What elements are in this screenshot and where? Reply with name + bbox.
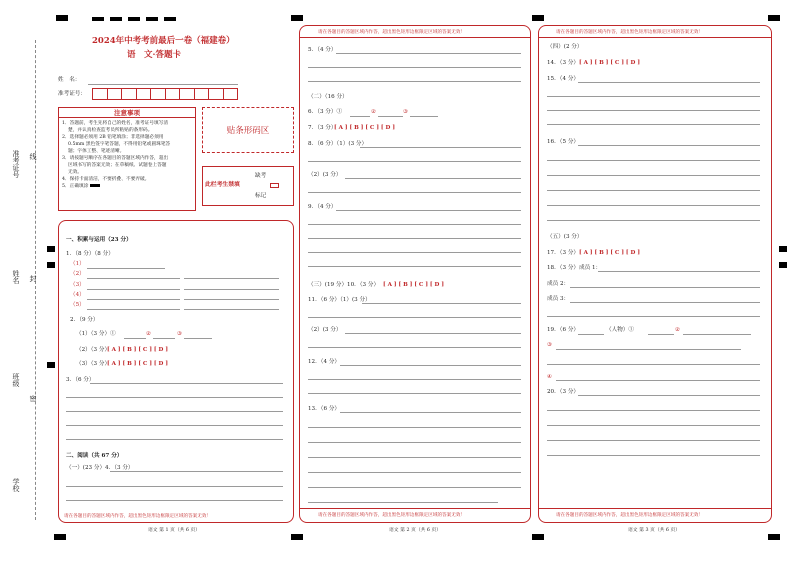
timing-mark — [128, 17, 140, 21]
q1-item: （3） — [70, 282, 85, 288]
warning-divider — [539, 508, 771, 509]
q20-line[interactable] — [547, 425, 760, 426]
q7-label: 7．（3 分） — [308, 125, 337, 131]
timing-mark — [110, 17, 122, 21]
answer-box-3 — [538, 25, 772, 523]
notice-box — [58, 107, 196, 211]
warning-text: 请在各题目的答题区域内作答，超出黑色矩形边框限定区域的答案无效！ — [556, 513, 704, 518]
q1-line[interactable] — [87, 309, 180, 310]
q20-line[interactable] — [547, 455, 760, 456]
q1-item: （5） — [70, 302, 85, 308]
q2-3-label: （3）（3 分） — [76, 361, 111, 367]
warning-text: 请在各题目的答题区域内作答，超出黑色矩形边框限定区域的答案无效！ — [318, 30, 466, 35]
section-2-heading: 二、阅读（共 67 分） — [66, 453, 123, 459]
q4-line[interactable] — [110, 471, 283, 472]
q20-line[interactable] — [578, 395, 760, 396]
barcode-label: 贴条形码区 — [226, 126, 270, 136]
side-mark — [779, 262, 787, 268]
name-label: 姓 名： — [58, 77, 81, 83]
q20-line[interactable] — [547, 410, 760, 411]
q6-marker-2: ② — [371, 109, 377, 115]
q6-blank[interactable] — [378, 116, 403, 117]
answer-box-1 — [58, 220, 294, 523]
side-secret-label: 密 — [29, 395, 37, 402]
q8-label: 8．（6 分）（1）(3 分） — [308, 141, 368, 147]
q12-line[interactable] — [340, 365, 521, 366]
q11-line[interactable] — [345, 333, 521, 334]
q11-2-label: （2）(3 分） — [308, 327, 342, 333]
warning-text: 请在各题目的答题区域内作答，超出黑色矩形边框限定区域的答案无效！ — [556, 30, 704, 35]
q1-line[interactable] — [184, 278, 279, 279]
side-ticket-label: 准考证号 — [12, 150, 20, 178]
q19-blank[interactable] — [578, 334, 604, 335]
q2-1-marker-2: ② — [146, 331, 152, 337]
timing-mark — [291, 15, 303, 21]
part-5-label: （五）(3 分） — [547, 234, 583, 240]
q3-line[interactable] — [90, 383, 283, 384]
page-footer: 语文 第 1 页（共 6 页） — [148, 528, 201, 533]
q9-line[interactable] — [308, 224, 521, 225]
q7-choices[interactable]: [ A ] [ B ] [ C ] [ D ] — [334, 125, 395, 131]
q9-line[interactable] — [308, 266, 521, 267]
q14-choices[interactable]: [ A ] [ B ] [ C ] [ D ] — [579, 60, 640, 66]
q9-line[interactable] — [308, 252, 521, 253]
q2-1-label — [76, 331, 116, 338]
q19-line[interactable] — [556, 349, 741, 350]
q2-label: 2．（9 分） — [70, 317, 99, 323]
q2-2-choices[interactable]: [ A ] [ B ] [ C ] [ D ] — [107, 347, 168, 353]
q18-line[interactable] — [570, 287, 760, 288]
q8-line[interactable] — [308, 161, 521, 162]
exam-no-label: 准考证号： — [58, 91, 86, 97]
q10-choices[interactable]: [ A ] [ B ] [ C ] [ D ] — [383, 282, 444, 288]
q16-line[interactable] — [547, 205, 760, 206]
side-school-label: 学校 — [12, 478, 20, 492]
notice-item: 3．请按题号顺序在各题目的答题区域内作答，超出 — [62, 156, 169, 161]
q16-line[interactable] — [578, 145, 760, 146]
q2-1-blank[interactable] — [153, 338, 175, 339]
q13-line[interactable] — [308, 457, 521, 458]
q15-label: 15．（4 分） — [547, 76, 580, 82]
section-1-heading: 一、积累与运用（23 分） — [66, 237, 132, 243]
q15-line[interactable] — [547, 96, 760, 97]
q15-line[interactable] — [547, 110, 760, 111]
q1-line[interactable] — [87, 299, 180, 300]
side-mark — [47, 246, 55, 252]
q11-line[interactable] — [362, 303, 521, 304]
timing-mark — [54, 534, 66, 540]
q2-1-blank[interactable] — [124, 338, 146, 339]
q1-line[interactable] — [87, 278, 180, 279]
notice-title: 注意事项 — [59, 108, 195, 118]
q3-line[interactable] — [66, 439, 283, 440]
q19-label: 19．（6 分） — [547, 327, 580, 333]
q5-label: 5．（4 分） — [308, 47, 337, 53]
q12-label: 12．（4 分） — [308, 359, 341, 365]
q2-3-choices[interactable]: [ A ] [ B ] [ C ] [ D ] — [107, 361, 168, 367]
page-title: 2024年中考考前最后一卷（福建卷） — [92, 36, 235, 46]
q8-line[interactable] — [345, 178, 521, 179]
q13-line[interactable] — [308, 487, 521, 488]
timing-mark — [532, 15, 544, 21]
q1-line[interactable] — [184, 299, 279, 300]
reading-1-label: （一）(23 分）4．（3 分） — [66, 465, 134, 471]
timing-mark — [92, 17, 104, 21]
side-mark — [779, 246, 787, 252]
q12-line[interactable] — [308, 379, 521, 380]
q18-line[interactable] — [547, 316, 760, 317]
member-3-label: 成员 3： — [547, 296, 570, 302]
q2-1-text: （1）（3 分）① — [76, 331, 116, 337]
q13-line[interactable] — [308, 442, 521, 443]
q3-line[interactable] — [66, 397, 283, 398]
q11-line[interactable] — [308, 317, 521, 318]
q13-line[interactable] — [308, 472, 521, 473]
q3-line[interactable] — [66, 411, 283, 412]
q6-blank[interactable] — [350, 116, 370, 117]
q1-item: （1） — [70, 261, 85, 267]
q1-line[interactable] — [87, 289, 180, 290]
q14-label: 14．（3 分） — [547, 60, 580, 66]
q19-line[interactable] — [547, 364, 760, 365]
q9-line[interactable] — [336, 210, 521, 211]
warning-divider — [300, 37, 530, 38]
notice-item: 楚，并认真检查监考员所粘贴的条形码。 — [68, 128, 153, 133]
warning-divider — [539, 37, 771, 38]
q19-line[interactable] — [556, 380, 760, 381]
page-footer: 语文 第 2 页（共 6 页） — [389, 528, 442, 533]
q17-choices[interactable]: [ A ] [ B ] [ C ] [ D ] — [579, 250, 640, 256]
notice-item: 区域书写的答案无效；在草稿纸、试题卷上答题 — [68, 163, 167, 168]
side-mark — [47, 362, 55, 368]
q1-item: （4） — [70, 292, 85, 298]
q19-blank[interactable] — [683, 334, 751, 335]
notice-item: 题；字体工整、笔迹清晰。 — [68, 149, 125, 154]
warning-text: 请在各题目的答题区域内作答，超出黑色矩形边框限定区域的答案无效！ — [318, 513, 466, 518]
q16-line[interactable] — [547, 220, 760, 221]
notice-item — [62, 183, 192, 190]
q1-item: （2） — [70, 271, 85, 277]
side-class-label: 班级 — [12, 373, 20, 387]
warning-divider — [300, 508, 530, 509]
page-footer: 语文 第 3 页（共 6 页） — [628, 528, 681, 533]
q5-line[interactable] — [336, 53, 521, 54]
q9-line[interactable] — [308, 238, 521, 239]
q13-line[interactable] — [340, 412, 521, 413]
q4-line[interactable] — [66, 500, 283, 501]
q1-line[interactable] — [184, 289, 279, 290]
q4-line[interactable] — [66, 486, 283, 487]
q2-2-label: （2）（3 分） — [76, 347, 111, 353]
q18-line[interactable] — [570, 302, 760, 303]
q19-marker-4: ④ — [547, 374, 553, 380]
notice-item: 1．答题前，考生先将自己的姓名，准考证号填写清 — [62, 121, 169, 126]
notice-item: 0.5mm 黑色签字笔答题，不得用铅笔或圆珠笔答 — [68, 142, 171, 147]
q11-line[interactable] — [308, 347, 521, 348]
q3-label: 3．（6 分） — [66, 377, 95, 383]
q6-label: 6．（3 分）① — [308, 109, 343, 115]
absent-label: 此栏考生禁填 — [205, 182, 240, 188]
q5-line[interactable] — [308, 81, 521, 82]
timing-mark — [56, 15, 68, 21]
q9-label: 9．（4 分） — [308, 204, 337, 210]
side-mark — [47, 262, 55, 268]
q15-line[interactable] — [578, 82, 760, 83]
q19-marker-3: ③ — [547, 342, 553, 348]
name-field[interactable] — [88, 84, 238, 85]
q1-label: 1．（8 分）（8 分） — [66, 251, 114, 257]
q11-label: 11．（6 分）（1）(3 分） — [308, 297, 371, 303]
member-2-label: 成员 2： — [547, 281, 570, 287]
q8-2-label: （2）(3 分） — [308, 172, 342, 178]
part-2-label: （二）（16 分） — [308, 94, 348, 100]
q20-label: 20．（3 分） — [547, 389, 580, 395]
part-3-label: （三）(19 分）10．（3 分） — [308, 282, 380, 288]
absent-mark-1: 缺考 — [255, 173, 267, 179]
q16-line[interactable] — [547, 160, 760, 161]
side-seal-label: 封 — [29, 275, 37, 282]
q1-line[interactable] — [184, 309, 279, 310]
timing-mark — [146, 17, 158, 21]
absent-checkbox[interactable] — [270, 183, 279, 188]
side-line-label: 线 — [29, 153, 37, 160]
absent-box — [202, 166, 294, 206]
page-subtitle: 语 文·答题卡 — [127, 50, 181, 60]
q18-line[interactable] — [598, 271, 760, 272]
timing-mark — [768, 15, 780, 21]
q19-person-text: （人物）① — [606, 327, 634, 333]
q16-label: 16．（5 分） — [547, 139, 580, 145]
timing-mark — [164, 17, 176, 21]
q16-line[interactable] — [547, 175, 760, 176]
exam-no-boxes[interactable] — [92, 88, 238, 100]
q16-line[interactable] — [547, 190, 760, 191]
part-4-label: （四）(2 分） — [547, 44, 583, 50]
q8-line[interactable] — [360, 147, 521, 148]
notice-item: 无效。 — [68, 170, 83, 175]
q2-1-marker-3: ③ — [177, 331, 183, 337]
q6-blank[interactable] — [410, 116, 438, 117]
q13-label: 13．（6 分） — [308, 406, 341, 412]
timing-mark — [532, 534, 544, 540]
q8-line[interactable] — [308, 192, 521, 193]
q19-marker-2: ② — [675, 327, 681, 333]
notice-item: 4．保持卡面清洁，不要折叠、不要弄破。 — [62, 177, 150, 182]
q13-line[interactable] — [308, 427, 521, 428]
q12-line[interactable] — [308, 393, 521, 394]
fill-sample-icon — [90, 184, 100, 187]
barcode-area — [202, 107, 294, 153]
q19-person-label — [606, 327, 634, 334]
q18-label: 18．（3 分）成员 1： — [547, 265, 602, 271]
q5-line[interactable] — [308, 67, 521, 68]
notice-item: 2．选择题必须用 2B 铅笔填涂；非选择题必须用 — [62, 135, 164, 140]
q15-line[interactable] — [547, 124, 760, 125]
q19-blank[interactable] — [648, 334, 674, 335]
q13-line[interactable] — [308, 502, 498, 503]
side-name-label: 姓名 — [12, 270, 20, 284]
q6-marker-3: ③ — [403, 109, 409, 115]
q1-line[interactable] — [87, 268, 165, 269]
q2-1-blank[interactable] — [184, 338, 212, 339]
q17-label: 17．（3 分） — [547, 250, 580, 256]
timing-mark — [291, 534, 303, 540]
notice-item-5: 5．正确填涂 — [62, 184, 89, 189]
absent-mark-2: 标记 — [255, 193, 267, 199]
timing-mark — [768, 534, 780, 540]
warning-text: 请在各题目的答题区域内作答，超出黑色矩形边框限定区域的答案无效！ — [64, 514, 212, 519]
q20-line[interactable] — [547, 440, 760, 441]
q3-line[interactable] — [66, 425, 283, 426]
